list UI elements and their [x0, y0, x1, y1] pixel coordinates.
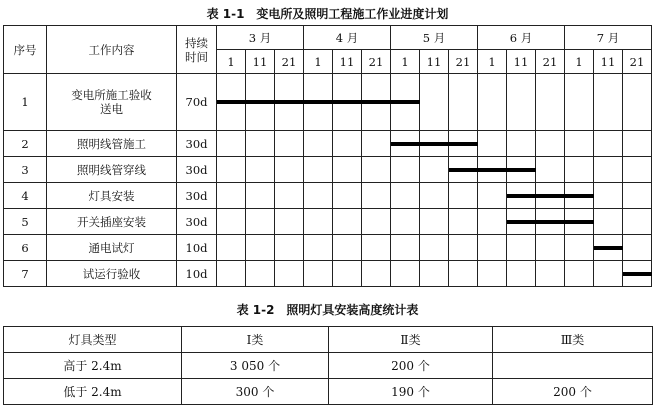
- header-day: 21: [623, 50, 652, 74]
- gantt-cell: [333, 131, 362, 157]
- header-class-2: Ⅱ类: [329, 327, 493, 353]
- header-month: 3 月: [217, 26, 304, 50]
- table-row: [4, 379, 653, 405]
- cell-value: 300 个: [182, 379, 329, 405]
- gantt-cell: [449, 235, 478, 261]
- header-month: 6 月: [478, 26, 565, 50]
- row-duration: 30d: [177, 157, 217, 183]
- gantt-cell: [507, 74, 536, 131]
- header-class-1: Ⅰ类: [182, 327, 329, 353]
- gantt-cell: [449, 157, 478, 183]
- gantt-cell: [478, 74, 507, 131]
- row-seq: 2: [4, 131, 47, 157]
- gantt-cell: [565, 209, 594, 235]
- gantt-cell: [217, 261, 246, 287]
- gantt-cell: [478, 183, 507, 209]
- header-content: 工作内容: [47, 26, 177, 74]
- row-duration: 10d: [177, 235, 217, 261]
- gantt-cell: [362, 74, 391, 131]
- row-seq: 3: [4, 157, 47, 183]
- gantt-cell: [217, 74, 246, 131]
- gantt-cell: [507, 261, 536, 287]
- gantt-cell: [391, 209, 420, 235]
- gantt-cell: [333, 183, 362, 209]
- header-day: 1: [478, 50, 507, 74]
- row-content: 开关插座安装: [47, 209, 177, 235]
- header-month: 7 月: [565, 26, 652, 50]
- gantt-cell: [246, 183, 275, 209]
- gantt-cell: [623, 261, 652, 287]
- header-day: 21: [536, 50, 565, 74]
- row-content: 照明线管施工: [47, 131, 177, 157]
- header-day: 1: [391, 50, 420, 74]
- row-label: 低于 2.4m: [4, 379, 182, 405]
- gantt-cell: [246, 235, 275, 261]
- gantt-cell: [362, 157, 391, 183]
- gantt-cell: [246, 261, 275, 287]
- gantt-cell: [391, 261, 420, 287]
- header-duration: 持续时间: [177, 26, 217, 74]
- gantt-cell: [536, 131, 565, 157]
- header-class-3: Ⅲ类: [493, 327, 653, 353]
- gantt-cell: [420, 209, 449, 235]
- gantt-cell: [565, 157, 594, 183]
- table-row: [4, 235, 652, 261]
- header-day: 11: [333, 50, 362, 74]
- gantt-cell: [565, 261, 594, 287]
- gantt-cell: [333, 74, 362, 131]
- gantt-cell: [536, 183, 565, 209]
- gantt-cell: [362, 183, 391, 209]
- gantt-cell: [594, 183, 623, 209]
- cell-value: 200 个: [329, 353, 493, 379]
- gantt-cell: [246, 157, 275, 183]
- gantt-cell: [594, 209, 623, 235]
- gantt-cell: [623, 235, 652, 261]
- gantt-cell: [217, 131, 246, 157]
- row-duration: 10d: [177, 261, 217, 287]
- header-day: 11: [420, 50, 449, 74]
- gantt-cell: [507, 131, 536, 157]
- header-day: 21: [362, 50, 391, 74]
- header-month: 5 月: [391, 26, 478, 50]
- gantt-cell: [217, 157, 246, 183]
- header-day: 1: [565, 50, 594, 74]
- gantt-cell: [623, 183, 652, 209]
- gantt-cell: [536, 261, 565, 287]
- schedule-table-caption: 表 1-1 变电所及照明工程施工作业进度计划: [206, 7, 449, 21]
- header-day: 11: [507, 50, 536, 74]
- lamp-height-table-caption: 表 1-2 照明灯具安装高度统计表: [236, 303, 419, 317]
- gantt-cell: [536, 235, 565, 261]
- header-seq: 序号: [4, 26, 47, 74]
- gantt-cell: [391, 131, 420, 157]
- gantt-cell: [391, 74, 420, 131]
- row-content: 照明线管穿线: [47, 157, 177, 183]
- gantt-cell: [217, 235, 246, 261]
- gantt-cell: [449, 261, 478, 287]
- construction-schedule-table: [3, 25, 652, 287]
- gantt-cell: [565, 235, 594, 261]
- lamp-height-stats-table: [3, 326, 653, 405]
- gantt-cell: [536, 209, 565, 235]
- gantt-cell: [594, 131, 623, 157]
- gantt-cell: [362, 131, 391, 157]
- header-day: 21: [449, 50, 478, 74]
- row-duration: 70d: [177, 74, 217, 131]
- gantt-cell: [623, 131, 652, 157]
- header-lamp-type: 灯具类型: [4, 327, 182, 353]
- gantt-cell: [420, 235, 449, 261]
- row-content: 变电所施工验收送电: [47, 74, 177, 131]
- gantt-cell: [304, 131, 333, 157]
- table-row: [4, 261, 652, 287]
- row-content: 通电试灯: [47, 235, 177, 261]
- table-row: [4, 183, 652, 209]
- gantt-cell: [565, 131, 594, 157]
- gantt-cell: [275, 157, 304, 183]
- gantt-cell: [362, 235, 391, 261]
- gantt-cell: [304, 183, 333, 209]
- header-day: 21: [275, 50, 304, 74]
- gantt-cell: [333, 235, 362, 261]
- gantt-cell: [391, 235, 420, 261]
- gantt-cell: [507, 157, 536, 183]
- gantt-cell: [246, 209, 275, 235]
- header-day: 11: [246, 50, 275, 74]
- gantt-cell: [333, 157, 362, 183]
- gantt-cell: [623, 209, 652, 235]
- gantt-cell: [565, 183, 594, 209]
- gantt-cell: [362, 261, 391, 287]
- gantt-cell: [594, 261, 623, 287]
- gantt-cell: [420, 74, 449, 131]
- gantt-cell: [217, 183, 246, 209]
- cell-value: 3 050 个: [182, 353, 329, 379]
- gantt-cell: [420, 183, 449, 209]
- gantt-cell: [594, 157, 623, 183]
- gantt-cell: [478, 157, 507, 183]
- gantt-cell: [304, 157, 333, 183]
- gantt-cell: [507, 235, 536, 261]
- row-duration: 30d: [177, 131, 217, 157]
- gantt-cell: [449, 131, 478, 157]
- gantt-cell: [623, 157, 652, 183]
- gantt-cell: [217, 209, 246, 235]
- gantt-cell: [275, 235, 304, 261]
- gantt-cell: [420, 131, 449, 157]
- gantt-cell: [594, 235, 623, 261]
- gantt-cell: [391, 157, 420, 183]
- gantt-cell: [304, 235, 333, 261]
- row-content: 试运行验收: [47, 261, 177, 287]
- row-content: 灯具安装: [47, 183, 177, 209]
- gantt-cell: [333, 209, 362, 235]
- cell-value: 190 个: [329, 379, 493, 405]
- gantt-cell: [391, 183, 420, 209]
- gantt-cell: [449, 183, 478, 209]
- gantt-cell: [449, 74, 478, 131]
- gantt-cell: [275, 74, 304, 131]
- gantt-cell: [623, 74, 652, 131]
- gantt-cell: [420, 261, 449, 287]
- table-row: [4, 209, 652, 235]
- header-day: 11: [594, 50, 623, 74]
- gantt-cell: [275, 261, 304, 287]
- row-seq: 6: [4, 235, 47, 261]
- cell-value: [493, 353, 653, 379]
- gantt-cell: [565, 74, 594, 131]
- gantt-cell: [478, 131, 507, 157]
- gantt-cell: [246, 131, 275, 157]
- row-seq: 4: [4, 183, 47, 209]
- table-row: [4, 157, 652, 183]
- gantt-cell: [304, 209, 333, 235]
- gantt-cell: [478, 235, 507, 261]
- gantt-cell: [449, 209, 478, 235]
- gantt-cell: [594, 74, 623, 131]
- row-duration: 30d: [177, 183, 217, 209]
- gantt-cell: [507, 183, 536, 209]
- gantt-cell: [420, 157, 449, 183]
- gantt-cell: [304, 261, 333, 287]
- gantt-cell: [536, 74, 565, 131]
- gantt-cell: [478, 261, 507, 287]
- row-duration: 30d: [177, 209, 217, 235]
- gantt-cell: [333, 261, 362, 287]
- row-seq: 7: [4, 261, 47, 287]
- gantt-cell: [362, 209, 391, 235]
- gantt-cell: [507, 209, 536, 235]
- gantt-cell: [275, 209, 304, 235]
- table-row: [4, 353, 653, 379]
- header-day: 1: [304, 50, 333, 74]
- row-seq: 5: [4, 209, 47, 235]
- cell-value: 200 个: [493, 379, 653, 405]
- table-row: [4, 131, 652, 157]
- table-row: [4, 74, 652, 131]
- gantt-cell: [246, 74, 275, 131]
- row-seq: 1: [4, 74, 47, 131]
- gantt-cell: [275, 131, 304, 157]
- row-label: 高于 2.4m: [4, 353, 182, 379]
- gantt-cell: [536, 157, 565, 183]
- gantt-cell: [275, 183, 304, 209]
- gantt-cell: [304, 74, 333, 131]
- header-day: 1: [217, 50, 246, 74]
- gantt-cell: [478, 209, 507, 235]
- header-month: 4 月: [304, 26, 391, 50]
